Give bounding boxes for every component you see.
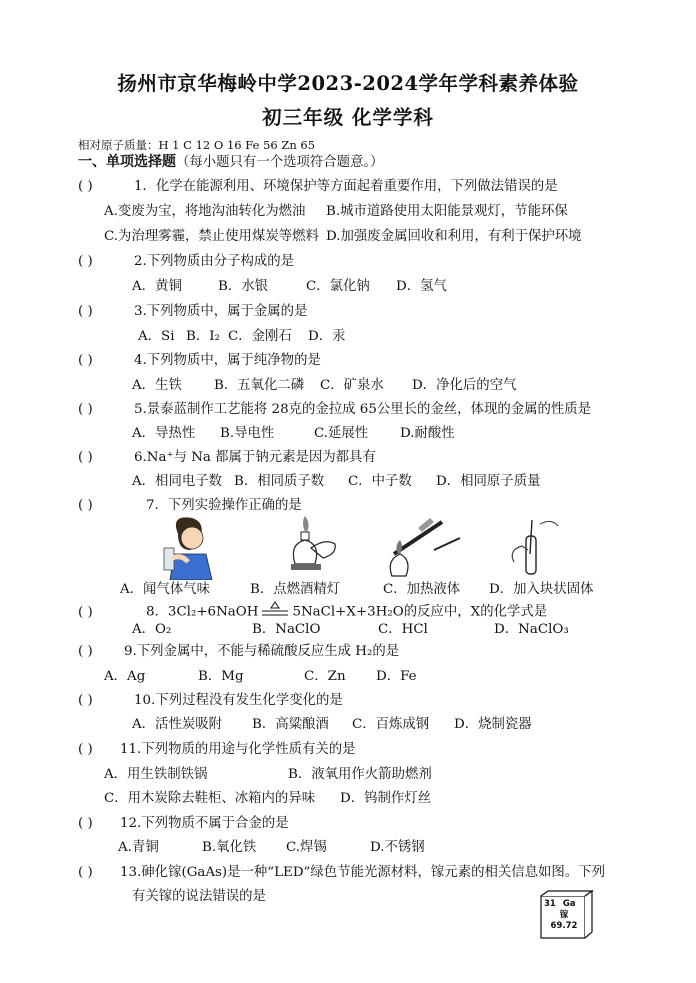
option-b: B．相同质子数 xyxy=(234,474,325,489)
option-c: C．加热液体 xyxy=(383,582,461,597)
lamp-body xyxy=(293,540,316,564)
q1-options-row2 xyxy=(104,228,582,246)
q12-options xyxy=(118,839,425,857)
option-d: D.不锈钢 xyxy=(370,840,425,855)
lamp-neck xyxy=(301,532,309,540)
option-c: C.焊锡 xyxy=(286,840,327,855)
option-c: C．中子数 xyxy=(348,474,412,489)
question-stem: 6.Na⁺与 Na 都属于钠元素是因为都具有 xyxy=(134,450,376,465)
option-a: A.变废为宝，将地沟油转化为燃油 xyxy=(104,204,306,219)
answer-blank[interactable]: ( ) xyxy=(78,604,93,620)
option-a: A．Si xyxy=(138,329,175,344)
heat-arrow xyxy=(258,601,292,623)
option-b: B．液氧用作火箭助燃剂 xyxy=(288,767,432,782)
option-c: C．矿泉水 xyxy=(320,378,384,393)
question-stem: 1．化学在能源利用、环境保护等方面起着重要作用，下列做法错误的是 xyxy=(134,179,558,194)
section-label: 一、单项选择题 xyxy=(78,154,176,170)
option-b: B．NaClO xyxy=(252,622,321,637)
section-heading xyxy=(78,153,384,172)
option-b: B．点燃酒精灯 xyxy=(250,582,341,597)
question-13-continued: 有关镓的说法错误的是 xyxy=(132,889,266,904)
holder-handle xyxy=(434,538,460,550)
question-1 xyxy=(78,178,558,196)
q7-options xyxy=(120,581,593,599)
smelling-gas-figure xyxy=(148,514,218,580)
question-stem: 13.砷化镓(GaAs)是一种“LED”绿色节能光源材料，镓元素的相关信息如图。下列 xyxy=(120,865,605,880)
question-number: 8． xyxy=(146,604,168,620)
answer-blank[interactable]: ( ) xyxy=(78,742,93,757)
option-c: C.为治理雾霾，禁止使用煤炭等燃料 xyxy=(104,229,319,244)
card-top xyxy=(541,891,592,896)
answer-blank[interactable]: ( ) xyxy=(78,644,93,659)
flame xyxy=(303,516,309,532)
option-a: A．闻气体气味 xyxy=(120,582,211,597)
question-10 xyxy=(78,692,343,710)
question-5 xyxy=(78,401,591,419)
answer-blank[interactable]: ( ) xyxy=(78,816,93,831)
q10-options xyxy=(132,716,532,734)
option-b: B．五氧化二磷 xyxy=(214,378,305,393)
question-6 xyxy=(78,449,376,467)
option-d: D.耐酸性 xyxy=(400,426,455,441)
option-b: B．Mg xyxy=(198,669,244,684)
q4-options xyxy=(132,377,516,395)
option-c: C．Zn xyxy=(304,669,346,684)
option-b: B．高粱酿酒 xyxy=(252,717,329,732)
option-d: D．相同原子质量 xyxy=(436,474,541,489)
exam-subtitle: 初三年级 化学学科 xyxy=(262,106,434,129)
option-d: D．Fe xyxy=(376,669,417,684)
atomic-number: 31 xyxy=(544,899,556,909)
question-stem: 5.景泰蓝制作工艺能将 28克的金拉成 65公里长的金丝，体现的金属的性质是 xyxy=(134,402,592,417)
option-a: A．活性炭吸附 xyxy=(132,717,223,732)
question-stem: 10.下列过程没有发生化学变化的是 xyxy=(134,693,343,708)
question-stem: 11.下列物质的用途与化学性质有关的是 xyxy=(120,742,356,757)
heating-liquid-figure xyxy=(378,514,462,580)
card-side xyxy=(585,891,592,938)
section-note: （每小题只有一个选项符合题意。） xyxy=(176,155,384,170)
question-13 xyxy=(78,864,605,882)
option-c: C．金刚石 xyxy=(228,329,292,344)
question-4 xyxy=(78,352,321,370)
equation-left: 3Cl₂+6NaOH xyxy=(167,604,259,620)
alcohol-lamp-figure xyxy=(275,514,341,580)
atomic-mass-line: 相对原子质量：H 1 C 12 O 16 Fe 56 Zn 65 xyxy=(78,138,316,152)
element-name: 镓 xyxy=(559,910,569,920)
q1-options-row1 xyxy=(104,203,568,221)
option-c: C．用木炭除去鞋柜、冰箱内的异味 xyxy=(104,791,316,806)
question-7 xyxy=(78,497,302,515)
question-stem: 9.下列金属中，不能与稀硫酸反应生成 H₂的是 xyxy=(124,644,400,659)
question-stem-end: 的反应中，X的化学式是 xyxy=(403,604,548,620)
option-c: C．氯化钠 xyxy=(306,279,370,294)
equation-right: 5NaCl+X+3H₂O xyxy=(292,604,404,620)
option-b: B.城市道路使用太阳能景观灯，节能环保 xyxy=(326,204,568,219)
adding-solid-figure xyxy=(504,514,566,580)
q5-options xyxy=(132,425,455,443)
heating-sign-icon xyxy=(260,601,290,617)
question-11 xyxy=(78,741,356,759)
option-b: B.导电性 xyxy=(220,426,275,441)
answer-blank[interactable]: ( ) xyxy=(78,254,93,269)
lamp-base xyxy=(291,564,321,570)
option-b: B．水银 xyxy=(218,279,269,294)
option-a: A．黄铜 xyxy=(132,279,182,294)
answer-blank[interactable]: ( ) xyxy=(78,402,93,417)
question-3 xyxy=(78,303,307,321)
option-d: D.加强废金属回收和利用，有利于保护环境 xyxy=(326,229,582,244)
answer-blank[interactable]: ( ) xyxy=(78,353,93,368)
q11-options-row1 xyxy=(104,766,432,784)
card-content xyxy=(544,899,584,932)
q2-options xyxy=(132,278,447,296)
answer-blank[interactable]: ( ) xyxy=(78,498,93,513)
q6-options xyxy=(132,473,540,491)
question-2 xyxy=(78,253,294,271)
answer-blank[interactable]: ( ) xyxy=(78,179,93,194)
option-d: D．烧制瓷器 xyxy=(454,717,532,732)
atomic-mass: 69.72 xyxy=(550,921,578,931)
option-c: C．百炼成钢 xyxy=(352,717,430,732)
question-12 xyxy=(78,815,289,833)
face xyxy=(181,527,203,549)
option-a: A．导热性 xyxy=(132,426,196,441)
option-d: D．净化后的空气 xyxy=(412,378,517,393)
second-lamp xyxy=(311,542,335,558)
lamp xyxy=(390,554,408,576)
option-d: D．NaClO₃ xyxy=(494,622,569,637)
question-8 xyxy=(78,601,547,623)
answer-blank[interactable]: ( ) xyxy=(78,304,93,319)
option-a: A．Ag xyxy=(104,669,146,684)
gallium-element-card xyxy=(540,890,586,934)
option-c: C．HCl xyxy=(378,622,428,637)
option-b: B.氧化铁 xyxy=(202,840,257,855)
option-a: A．用生铁制铁锅 xyxy=(104,767,208,782)
option-d: D．汞 xyxy=(308,329,346,344)
option-a: A.青铜 xyxy=(118,840,159,855)
option-a: A．相同电子数 xyxy=(132,474,223,489)
q11-options-row2 xyxy=(104,790,431,808)
option-b: B．I₂ xyxy=(186,329,220,344)
q3-options xyxy=(138,328,346,346)
tweezers xyxy=(530,520,532,554)
hand2 xyxy=(540,521,558,526)
question-stem: 7．下列实验操作正确的是 xyxy=(146,498,302,513)
flame xyxy=(396,540,402,554)
question-stem: 4.下列物质中，属于纯净物的是 xyxy=(134,353,321,368)
exam-title: 扬州市京华梅岭中学2023-2024学年学科素养体验 xyxy=(117,72,579,95)
option-d: D．氢气 xyxy=(396,279,447,294)
question-stem: 12.下列物质不属于合金的是 xyxy=(120,816,289,831)
question-9 xyxy=(78,643,399,661)
option-a: A．O₂ xyxy=(132,622,172,637)
q9-options xyxy=(104,668,417,686)
option-a: A．生铁 xyxy=(132,378,182,393)
delta-icon xyxy=(271,602,279,608)
q8-options xyxy=(132,621,569,639)
option-d: D．钨制作灯丝 xyxy=(340,791,432,806)
element-symbol: Ga xyxy=(562,899,576,909)
answer-blank[interactable]: ( ) xyxy=(78,865,93,880)
option-d: D．加入块状固体 xyxy=(489,582,594,597)
option-c: C.延展性 xyxy=(314,426,369,441)
answer-blank[interactable]: ( ) xyxy=(78,693,93,708)
answer-blank[interactable]: ( ) xyxy=(78,450,93,465)
question-stem: 2.下列物质由分子构成的是 xyxy=(134,254,295,269)
question-stem: 3.下列物质中，属于金属的是 xyxy=(134,304,308,319)
